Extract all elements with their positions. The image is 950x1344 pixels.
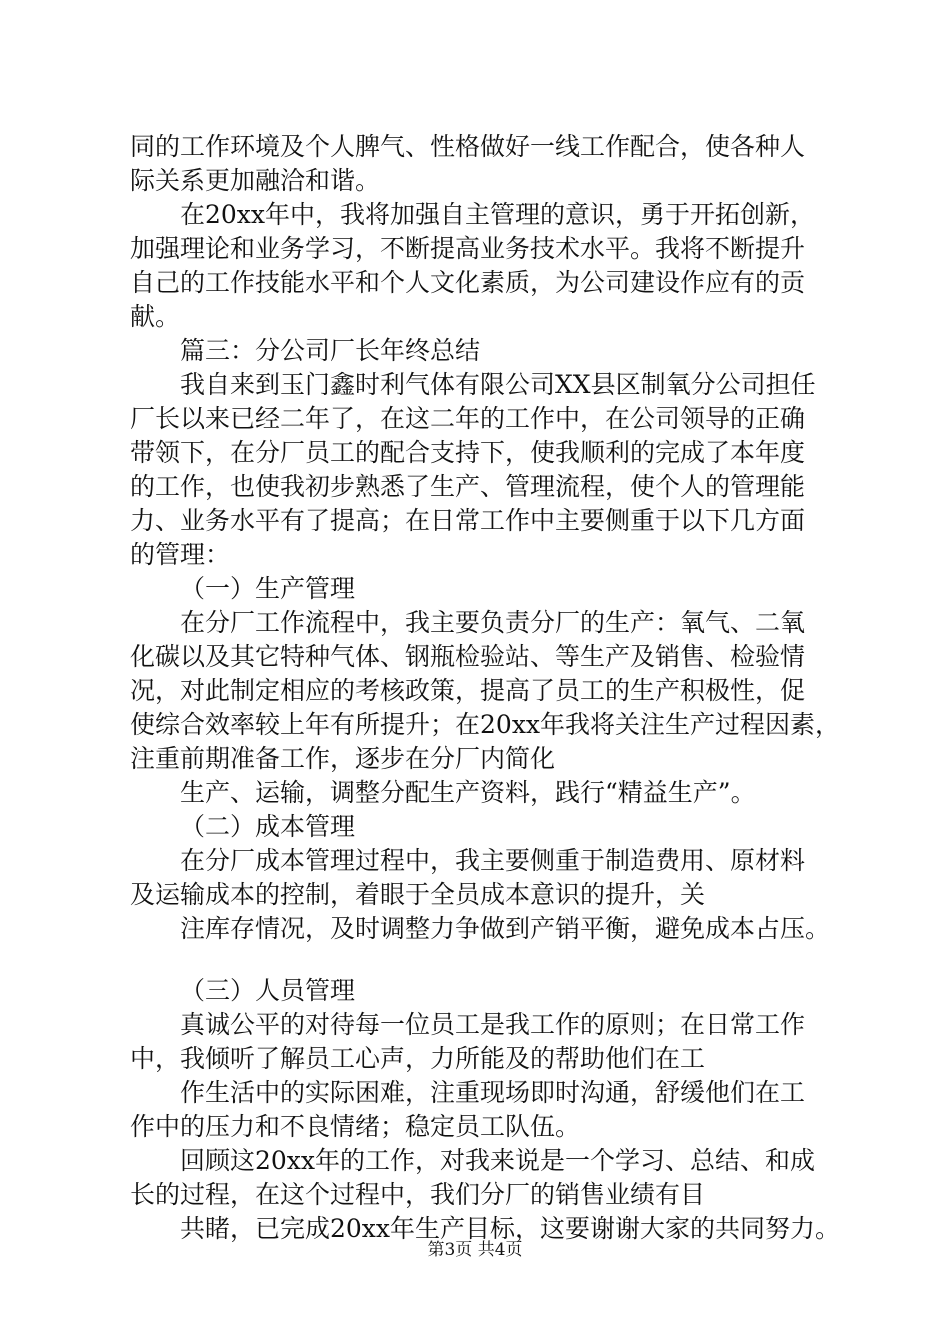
text-line: 在20xx年中，我将加强自主管理的意识，勇于开拓创新，: [180, 200, 816, 229]
text-line: 真诚公平的对待每一位员工是我工作的原则；在日常工作: [180, 1010, 806, 1039]
text-line: 及运输成本的控制，着眼于全员成本意识的提升，关: [130, 880, 706, 909]
text-line: 况，对此制定相应的考核政策，提高了员工的生产积极性，促: [130, 676, 806, 705]
text-line: 注重前期准备工作，逐步在分厂内简化: [130, 744, 556, 773]
text-line: 际关系更加融洽和谐。: [130, 166, 381, 195]
text-line: 在分厂成本管理过程中，我主要侧重于制造费用、原材料: [180, 846, 806, 875]
text-line: 使综合效率较上年有所提升；在20xx年我将关注生产过程因素，: [130, 710, 841, 739]
text-line: 共睹，已完成20xx年生产目标，这要谢谢大家的共同努力。: [180, 1214, 841, 1243]
text-line: 带领下，在分厂员工的配合支持下，使我顺利的完成了本年度: [130, 438, 806, 467]
text-line: 同的工作环境及个人脾气、性格做好一线工作配合，使各种人: [130, 132, 806, 161]
text-line: 回顾这20xx年的工作，对我来说是一个学习、总结、和成: [180, 1146, 816, 1175]
text-line: 注库存情况，及时调整力争做到产销平衡，避免成本占压。: [180, 914, 831, 943]
text-line: 自己的工作技能水平和个人文化素质，为公司建设作应有的贡: [130, 268, 806, 297]
section-heading: 篇三：分公司厂长年终总结: [180, 336, 481, 365]
text-line: 化碳以及其它特种气体、钢瓶检验站、等生产及销售、检验情: [130, 642, 806, 671]
text-line: 厂长以来已经二年了，在这二年的工作中，在公司领导的正确: [130, 404, 806, 433]
text-line: 的工作，也使我初步熟悉了生产、管理流程，使个人的管理能: [130, 472, 806, 501]
text-line: 力、业务水平有了提高；在日常工作中主要侧重于以下几方面: [130, 506, 806, 535]
subsection-heading: （二）成本管理: [180, 812, 356, 841]
text-line: 生产、运输，调整分配生产资料，践行“精益生产”。: [180, 778, 756, 807]
subsection-heading: （一）生产管理: [180, 574, 356, 603]
text-line: 加强理论和业务学习，不断提高业务技术水平。我将不断提升: [130, 234, 806, 263]
text-line: 我自来到玉门鑫时利气体有限公司XX县区制氧分公司担任: [180, 370, 816, 399]
text-line: 在分厂工作流程中，我主要负责分厂的生产：氧气、二氧: [180, 608, 806, 637]
subsection-heading: （三）人员管理: [180, 976, 356, 1005]
text-line: 的管理：: [130, 540, 231, 569]
text-line: 作生活中的实际困难，注重现场即时沟通，舒缓他们在工: [180, 1078, 806, 1107]
text-line: 献。: [130, 302, 181, 331]
text-line: 长的过程，在这个过程中，我们分厂的销售业绩有目: [130, 1180, 706, 1209]
text-line: 中，我倾听了解员工心声，力所能及的帮助他们在工: [130, 1044, 706, 1073]
text-line: 作中的压力和不良情绪；稳定员工队伍。: [130, 1112, 581, 1141]
page-footer: 第3页 共4页: [427, 1240, 523, 1260]
